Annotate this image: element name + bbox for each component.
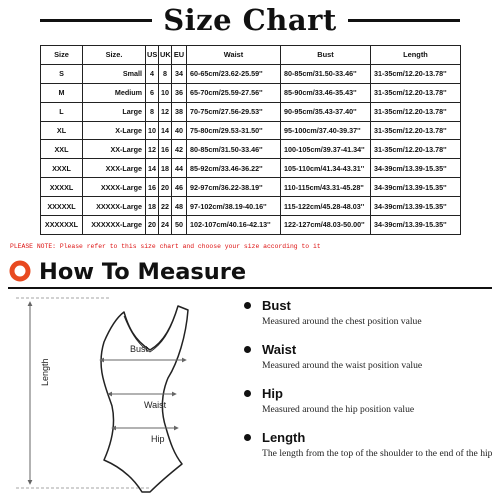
cell-size: S bbox=[41, 64, 83, 83]
size-chart-table bbox=[40, 45, 461, 235]
measure-title: Hip bbox=[262, 386, 283, 401]
cell-size: XXL bbox=[41, 140, 83, 159]
strap-detail-right bbox=[150, 312, 176, 352]
cell-waist: 65-70cm/25.59-27.56'' bbox=[187, 83, 281, 102]
cell-eu: 34 bbox=[172, 64, 187, 83]
title-rule-right bbox=[348, 19, 460, 22]
cell-uk: 16 bbox=[159, 140, 172, 159]
title-rule-left bbox=[40, 19, 152, 22]
cell-size: M bbox=[41, 83, 83, 102]
swimsuit-diagram bbox=[0, 292, 230, 500]
cell-size: XXXXXL bbox=[41, 197, 83, 216]
cell-us: 18 bbox=[146, 197, 159, 216]
header-waist: Waist bbox=[187, 46, 281, 65]
figure-label-bust: Bust bbox=[130, 344, 149, 354]
cell-bust: 85-90cm/33.46-35.43'' bbox=[281, 83, 371, 102]
cell-length: 34-39cm/13.39-15.35'' bbox=[371, 197, 461, 216]
cell-size-name: XXXXX-Large bbox=[83, 197, 146, 216]
cell-uk: 22 bbox=[159, 197, 172, 216]
bullet-dot-icon bbox=[244, 390, 251, 397]
cell-bust: 100-105cm/39.37-41.34'' bbox=[281, 140, 371, 159]
figure-label-length: Length bbox=[40, 358, 50, 386]
table-row bbox=[41, 216, 461, 235]
cell-waist: 85-92cm/33.46-36.22'' bbox=[187, 159, 281, 178]
cell-size-name: Large bbox=[83, 102, 146, 121]
cell-waist: 92-97cm/36.22-38.19'' bbox=[187, 178, 281, 197]
cell-waist: 97-102cm/38.19-40.16'' bbox=[187, 197, 281, 216]
cell-us: 10 bbox=[146, 121, 159, 140]
header-length: Length bbox=[371, 46, 461, 65]
cell-size-name: XXXX-Large bbox=[83, 178, 146, 197]
cell-us: 20 bbox=[146, 216, 159, 235]
cell-uk: 20 bbox=[159, 178, 172, 197]
cell-eu: 44 bbox=[172, 159, 187, 178]
cell-size-name: XXX-Large bbox=[83, 159, 146, 178]
cell-length: 31-35cm/12.20-13.78'' bbox=[371, 102, 461, 121]
figure-label-hip: Hip bbox=[151, 434, 165, 444]
table-row bbox=[41, 159, 461, 178]
how-to-measure-heading: How To Measure bbox=[39, 259, 247, 285]
table-row bbox=[41, 197, 461, 216]
measure-title: Length bbox=[262, 430, 306, 445]
cell-eu: 38 bbox=[172, 102, 187, 121]
measure-desc: Measured around the waist position value bbox=[262, 360, 423, 371]
heading-rule bbox=[8, 287, 492, 289]
cell-size-name: XX-Large bbox=[83, 140, 146, 159]
measure-desc: Measured around the chest position value bbox=[262, 316, 422, 327]
cell-us: 16 bbox=[146, 178, 159, 197]
cell-uk: 12 bbox=[159, 102, 172, 121]
cell-size-name: Medium bbox=[83, 83, 146, 102]
table-row bbox=[41, 140, 461, 159]
header-uk: UK bbox=[159, 46, 172, 65]
cell-length: 34-39cm/13.39-15.35'' bbox=[371, 216, 461, 235]
cell-uk: 8 bbox=[159, 64, 172, 83]
cell-us: 12 bbox=[146, 140, 159, 159]
measure-title: Waist bbox=[262, 342, 297, 357]
cell-eu: 42 bbox=[172, 140, 187, 159]
header-size-name: Size. bbox=[83, 46, 146, 65]
measure-figure bbox=[0, 292, 230, 500]
table-header-row bbox=[41, 46, 461, 65]
cell-size-name: Small bbox=[83, 64, 146, 83]
table-body bbox=[41, 64, 461, 234]
header-eu: EU bbox=[172, 46, 187, 65]
cell-us: 4 bbox=[146, 64, 159, 83]
measure-desc: The length from the top of the shoulder to the end of the hip bbox=[262, 448, 493, 459]
header-us: US bbox=[146, 46, 159, 65]
table-row bbox=[41, 64, 461, 83]
page-title: Size Chart bbox=[163, 3, 337, 37]
cell-uk: 14 bbox=[159, 121, 172, 140]
cell-size: XL bbox=[41, 121, 83, 140]
cell-length: 31-35cm/12.20-13.78'' bbox=[371, 83, 461, 102]
table-row bbox=[41, 178, 461, 197]
size-chart-header bbox=[0, 2, 500, 38]
table-row bbox=[41, 83, 461, 102]
cell-bust: 115-122cm/45.28-48.03'' bbox=[281, 197, 371, 216]
cell-waist: 75-80cm/29.53-31.50'' bbox=[187, 121, 281, 140]
cell-uk: 18 bbox=[159, 159, 172, 178]
cell-size-name: XXXXXX-Large bbox=[83, 216, 146, 235]
cell-size: XXXL bbox=[41, 159, 83, 178]
header-size: Size bbox=[41, 46, 83, 65]
cell-length: 31-35cm/12.20-13.78'' bbox=[371, 64, 461, 83]
figure-label-waist: Waist bbox=[144, 400, 167, 410]
cell-size-name: X-Large bbox=[83, 121, 146, 140]
measure-desc: Measured around the hip position value bbox=[262, 404, 415, 415]
cell-waist: 102-107cm/40.16-42.13'' bbox=[187, 216, 281, 235]
cell-waist: 70-75cm/27.56-29.53'' bbox=[187, 102, 281, 121]
cell-bust: 105-110cm/41.34-43.31'' bbox=[281, 159, 371, 178]
size-note: PLEASE NOTE: Please refer to this size chart and choose your size according to it bbox=[10, 243, 321, 250]
cell-eu: 36 bbox=[172, 83, 187, 102]
cell-length: 31-35cm/12.20-13.78'' bbox=[371, 121, 461, 140]
cell-waist: 80-85cm/31.50-33.46'' bbox=[187, 140, 281, 159]
cell-eu: 48 bbox=[172, 197, 187, 216]
cell-eu: 50 bbox=[172, 216, 187, 235]
cell-length: 34-39cm/13.39-15.35'' bbox=[371, 159, 461, 178]
bullet-dot-icon bbox=[244, 346, 251, 353]
cell-length: 31-35cm/12.20-13.78'' bbox=[371, 140, 461, 159]
cell-length: 34-39cm/13.39-15.35'' bbox=[371, 178, 461, 197]
bullet-dot-icon bbox=[244, 302, 251, 309]
swimsuit-outline bbox=[101, 306, 188, 492]
cell-us: 6 bbox=[146, 83, 159, 102]
cell-bust: 95-100cm/37.40-39.37'' bbox=[281, 121, 371, 140]
cell-us: 14 bbox=[146, 159, 159, 178]
cell-bust: 122-127cm/48.03-50.00'' bbox=[281, 216, 371, 235]
cell-bust: 80-85cm/31.50-33.46'' bbox=[281, 64, 371, 83]
cell-size: XXXXL bbox=[41, 178, 83, 197]
cell-bust: 110-115cm/43.31-45.28'' bbox=[281, 178, 371, 197]
cell-uk: 24 bbox=[159, 216, 172, 235]
bullet-dot-icon bbox=[244, 434, 251, 441]
cell-size: XXXXXXL bbox=[41, 216, 83, 235]
how-to-measure-header bbox=[8, 257, 492, 287]
cell-bust: 90-95cm/35.43-37.40'' bbox=[281, 102, 371, 121]
table-row bbox=[41, 102, 461, 121]
cell-uk: 10 bbox=[159, 83, 172, 102]
header-bust: Bust bbox=[281, 46, 371, 65]
cell-eu: 46 bbox=[172, 178, 187, 197]
measure-title: Bust bbox=[262, 298, 291, 313]
orange-ring-icon bbox=[9, 260, 31, 282]
table-row bbox=[41, 121, 461, 140]
cell-size: L bbox=[41, 102, 83, 121]
cell-waist: 60-65cm/23.62-25.59'' bbox=[187, 64, 281, 83]
cell-us: 8 bbox=[146, 102, 159, 121]
cell-eu: 40 bbox=[172, 121, 187, 140]
